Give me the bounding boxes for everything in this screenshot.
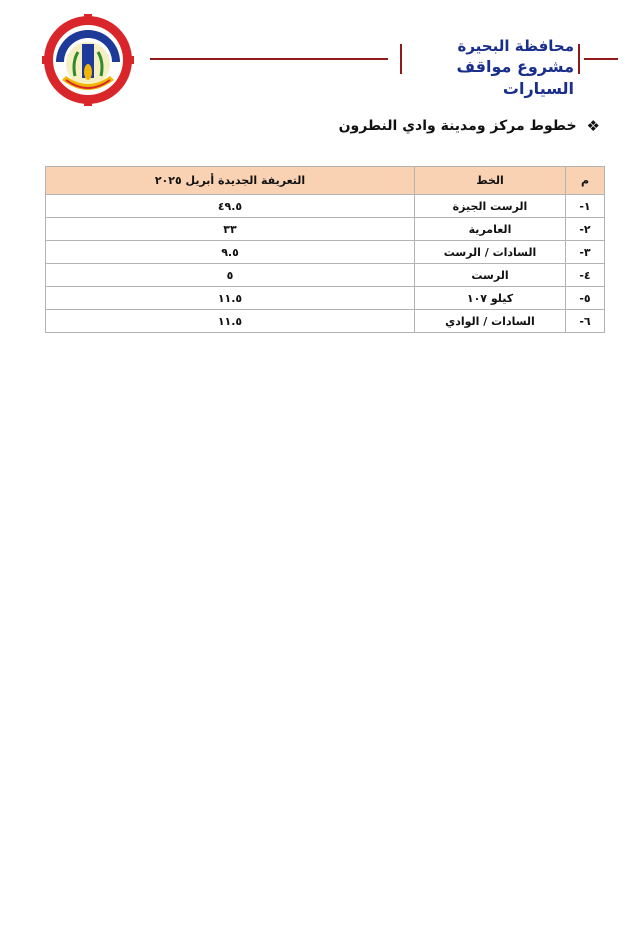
table-row <box>46 241 605 264</box>
row-number: ٣- <box>566 241 605 264</box>
row-fare: ٣٣ <box>46 218 415 241</box>
fares-table <box>45 166 605 333</box>
table-header-row <box>46 167 605 195</box>
organization-block <box>404 36 574 100</box>
row-number: ٦- <box>566 310 605 333</box>
header-divider-left <box>400 44 402 74</box>
row-number: ٢- <box>566 218 605 241</box>
column-header-number: م <box>566 167 605 195</box>
project-name: مشروع مواقف السيارات <box>456 57 574 98</box>
row-fare: ٤٩.٥ <box>46 195 415 218</box>
row-line: السادات / الوادي <box>415 310 566 333</box>
section-title: خطوط مركز ومدينة وادي النطرون <box>338 118 577 134</box>
beheira-governorate-logo <box>42 14 134 106</box>
row-number: ٤- <box>566 264 605 287</box>
governorate-name: محافظة البحيرة <box>457 37 574 55</box>
row-number: ١- <box>566 195 605 218</box>
row-line: الرست الجيزة <box>415 195 566 218</box>
table-row <box>46 287 605 310</box>
header-divider-right <box>578 44 580 74</box>
header-rule-left <box>150 58 388 60</box>
row-line: كيلو ١٠٧ <box>415 287 566 310</box>
header-rule-right <box>584 58 618 60</box>
row-fare: ١١.٥ <box>46 287 415 310</box>
table-row <box>46 310 605 333</box>
diamond-bullet-icon: ❖ <box>586 117 600 135</box>
column-header-line: الخط <box>415 167 566 195</box>
table-row <box>46 218 605 241</box>
row-line: السادات / الرست <box>415 241 566 264</box>
section-heading <box>339 117 600 135</box>
table-row <box>46 264 605 287</box>
column-header-fare: التعريفة الجديدة أبريل ٢٠٢٥ <box>46 167 415 195</box>
row-number: ٥- <box>566 287 605 310</box>
table-row <box>46 195 605 218</box>
row-fare: ٥ <box>46 264 415 287</box>
row-line: الرست <box>415 264 566 287</box>
row-fare: ١١.٥ <box>46 310 415 333</box>
row-line: العامرية <box>415 218 566 241</box>
row-fare: ٩.٥ <box>46 241 415 264</box>
